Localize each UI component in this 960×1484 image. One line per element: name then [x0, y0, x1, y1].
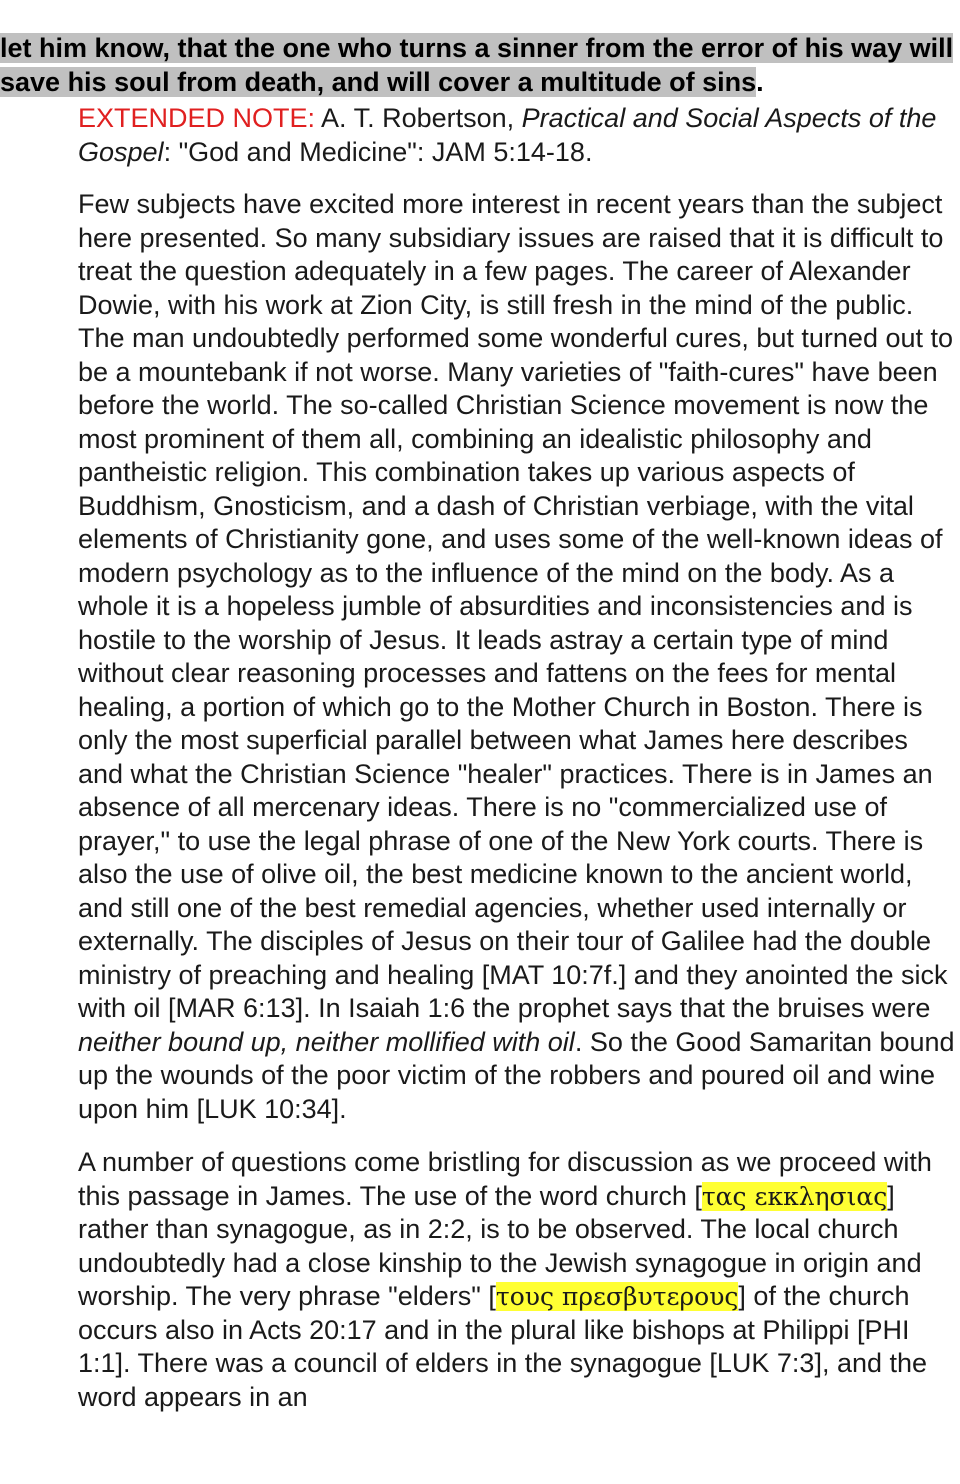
isaiah-quote: neither bound up, neither mollified with oil — [78, 1026, 575, 1057]
top-quote-tail: . — [756, 67, 764, 97]
greek-term-elders: τους πρεσβυτερους — [495, 1282, 739, 1311]
highlighted-scripture: let him know, that the one who turns a sinner from the error of his way will save his soul from death, and will cover a multitude of sins — [0, 33, 954, 97]
extended-note-heading — [78, 102, 958, 169]
note-author: A. T. Robertson, — [315, 103, 522, 133]
paragraph-1-text-a: Few subjects have excited more interest in recent years than the subject here presented. So many subsidiary issues are raised that it is difficult to treat the question adequately in a few pages. The career of Alexander Dowie, with his work at Zion City, is still fresh in the mind of the public. The man undoubtedly performed some wonderful cures, but turned out to be a mountebank if not worse. Many varieties of "faith-cures" have been before the world. The so-called Christian Science movement is now the most prominent of them all, combining an idealistic philosophy and pantheistic religion. This combination takes up various aspects of Buddhism, Gnosticism, and a dash of Christian verbiage, with the vital elements of Christianity gone, and uses some of the well-known ideas of modern psychology as to the influence of the mind on the body. As a whole it is a hopeless jumble of absurdities and inconsistencies and is hostile to the worship of Jesus. It leads astray a certain type of mind without clear reasoning processes and fattens on the fees for mental healing, a portion of which go to the Mother Church in Boston. There is only the most superficial parallel between what James here describes and what the Christian Science "healer" practices. There is in James an absence of all mercenary ideas. There is no "commercialized use of prayer," to use the legal phrase of one of the New York courts. There is also the use of olive oil, the best medicine known to the ancient world, and still one of the best remedial agencies, whether used internally or externally. The disciples of Jesus on their tour of Galilee had the double ministry of preaching and healing [MAT 10:7f.] and they anointed the sick with oil [MAR 6:13]. In Isaiah 1:6 the prophet says that the bruises were — [78, 189, 954, 1023]
paragraph-1 — [78, 188, 958, 1126]
paragraph-1-text-b: . So the Good Samaritan bound up the wounds of the poor victim of the robbers and poured oil and wine upon him [LUK 10:34]. — [78, 1026, 955, 1124]
paragraph-2 — [78, 1146, 958, 1414]
note-reference: : "God and Medicine": JAM 5:14-18. — [163, 136, 593, 167]
paragraph-2-text-c: ] of the church occurs also in Acts 20:17 and in the plural like bishops at Philippi [PHI 1:1]. There was a council of elders in the synagogue [LUK 7:3], and the word appears in an — [78, 1281, 928, 1412]
paragraph-2-text-a: A number of questions come bristling for discussion as we proceed with this passage in James. The use of the word church [ — [78, 1147, 932, 1211]
greek-term-church: τας εκκλησιας — [701, 1181, 888, 1211]
extended-note-label: EXTENDED NOTE: — [78, 103, 316, 133]
top-quote — [0, 31, 960, 99]
paragraph-2-text-b: ] rather than synagogue, as in 2:2, is to be observed. The local church undoubtedly had a close kinship to the Jewish synagogue in origin and worship. The very phrase "elders" [ — [78, 1180, 922, 1311]
document-body — [78, 102, 958, 1414]
note-book-title: Practical and Social Aspects of the Gospel — [78, 103, 937, 167]
